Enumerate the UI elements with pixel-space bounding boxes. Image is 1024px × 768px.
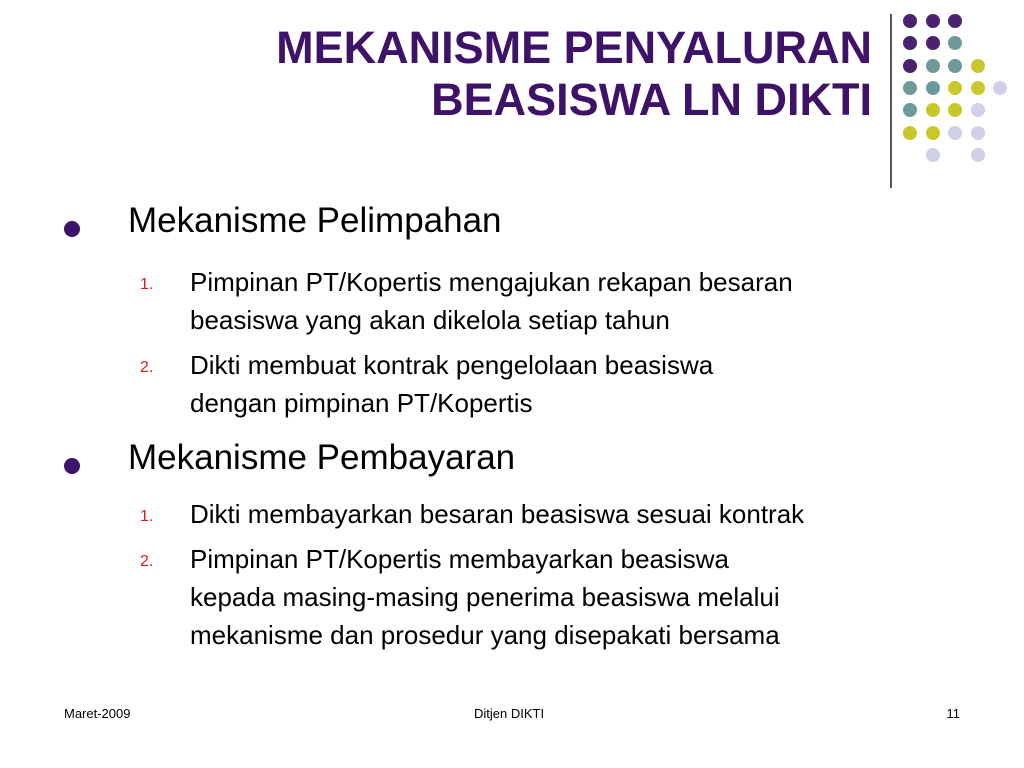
item-text-line: Pimpinan PT/Kopertis mengajukan rekapan besaran (190, 267, 793, 297)
item-number: 1. (140, 276, 154, 293)
item-number: 2. (140, 359, 154, 376)
item-text-line: kepada masing-masing penerima beasiswa melalui (190, 582, 780, 612)
item-text-line: Pimpinan PT/Kopertis membayarkan beasiswa (190, 544, 730, 574)
footer-center-text: Ditjen DIKTI (474, 706, 545, 721)
item-text-line: Dikti membuat kontrak pengelolaan beasiswa (190, 350, 714, 380)
section-heading: Mekanisme Pembayaran (128, 438, 516, 477)
slide-title-line-1: MEKANISME PENYALURAN (276, 22, 872, 73)
footer-date: Maret-2009 (64, 706, 131, 721)
item-number: 1. (140, 508, 154, 525)
slide-number: 11 (946, 706, 960, 721)
item-text-line: mekanisme dan prosedur yang disepakati bersama (190, 620, 780, 650)
item-text (190, 495, 990, 533)
item-text (190, 346, 990, 422)
item-text-line: beasiswa yang akan dikelola setiap tahun (190, 305, 670, 335)
slide-title-line-2: BEASISWA LN DIKTI (431, 74, 872, 125)
item-text-line: dengan pimpinan PT/Kopertis (190, 388, 533, 418)
item-number: 2. (140, 553, 154, 570)
bullet-icon (64, 458, 80, 474)
section-heading: Mekanisme Pelimpahan (128, 201, 502, 240)
item-text (190, 263, 990, 339)
bullet-icon (64, 221, 80, 237)
item-text-line: Dikti membayarkan besaran beasiswa sesuai kontrak (190, 499, 805, 529)
item-text (190, 540, 990, 654)
